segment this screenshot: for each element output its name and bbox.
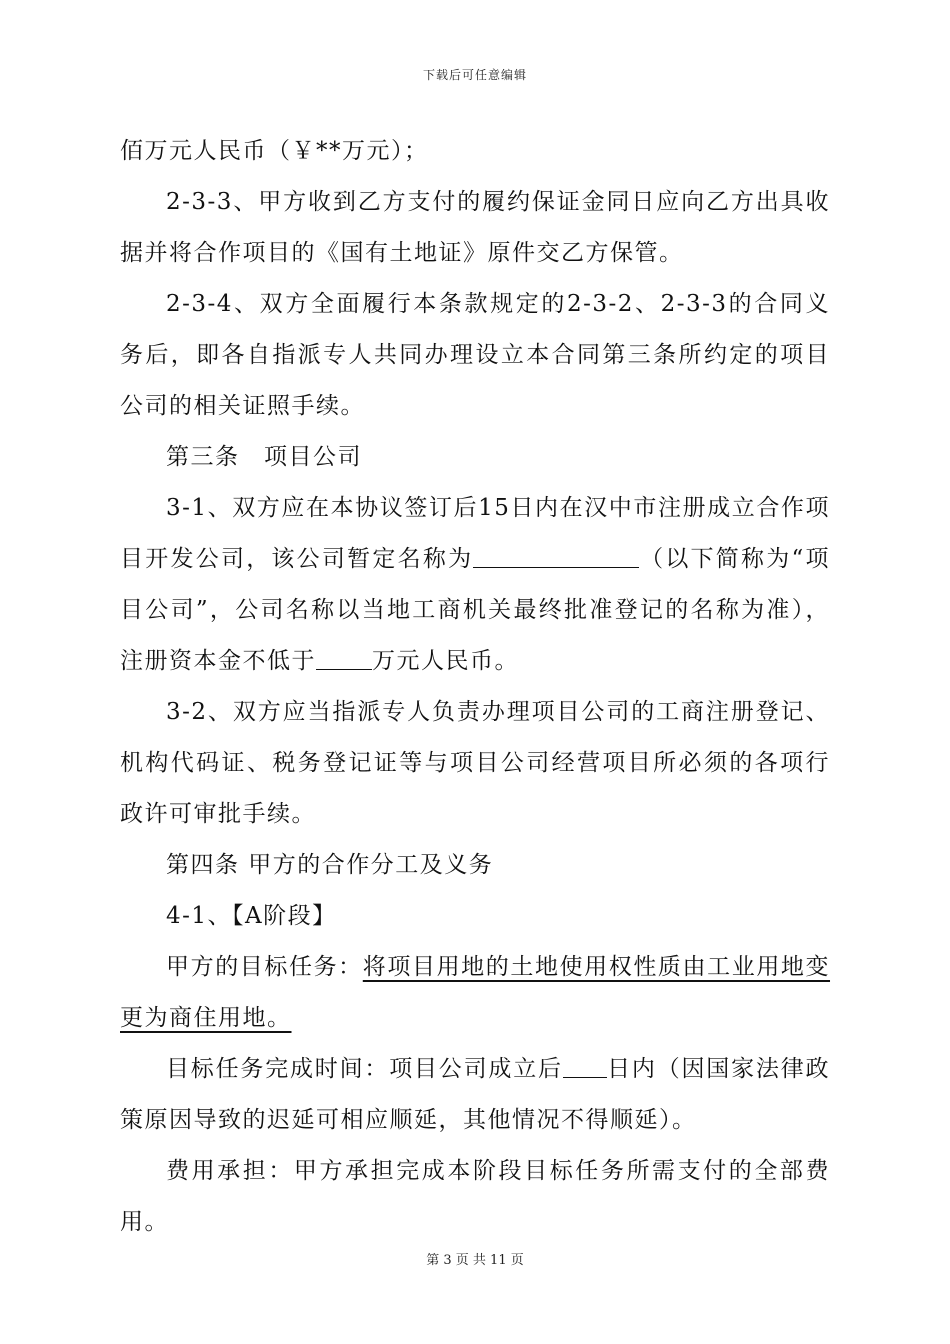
paragraph-2-3-3: 2-3-3、甲方收到乙方支付的履约保证金同日应向乙方出具收据并将合作项目的《国有土地证》原件交乙方保管。 [120,189,830,266]
paragraph-3-1-text-c: 万元人民币。 [372,648,519,674]
page-footer: 第 3 页 共 11 页 [426,1253,524,1268]
heading-4-1-stage-a: 4-1、【A阶段】 [166,903,337,929]
heading-article-4: 第四条 甲方的合作分工及义务 [166,852,494,878]
target-task-label: 甲方的目标任务： [166,954,363,980]
paragraph-2-3-4: 2-3-4、双方全面履行本条款规定的2-3-2、2-3-3的合同义务后，即各自指派专人共同办理设立本合同第三条所约定的项目公司的相关证照手续。 [120,291,830,419]
document-body [120,126,830,1248]
paragraph-target-task [120,942,830,1044]
paragraph-cost-bearing: 费用承担：甲方承担完成本阶段目标任务所需支付的全部费用。 [120,1158,830,1235]
registered-capital-blank [316,647,372,670]
heading-article-3: 第三条 项目公司 [166,444,362,470]
paragraph-completion-time [120,1044,830,1146]
paragraph-amount-continued: 佰万元人民币（￥**万元）； [120,138,429,164]
paragraph-3-1-text-b: （以下简称为“项目公司”，公司名称以当地工商机关最终批准登记的名称为准），注册资本金不低于 [120,546,831,674]
paragraph-3-1-text-a: 3-1、双方应在本协议签订后15日内在汉中市注册成立合作项目开发公司，该公司暂定名称为 [120,495,830,572]
completion-time-text-b: 日内（因国家法律政策原因导致的迟延可相应顺延，其他情况不得顺延）。 [120,1056,831,1133]
days-blank [563,1055,607,1078]
paragraph-3-2: 3-2、双方应当指派专人负责办理项目公司的工商注册登记、机构代码证、税务登记证等与项目公司经营项目所必须的各项行政许可审批手续。 [120,699,830,827]
paragraph-3-1 [120,483,830,687]
completion-time-text-a: 目标任务完成时间：项目公司成立后 [166,1056,563,1082]
target-task-underlined: 将项目用地的土地使用权性质由工业用地变更为商住用地。 [120,954,831,1031]
page-header: 下载后可任意编辑 [422,68,527,82]
company-name-blank [473,545,639,568]
